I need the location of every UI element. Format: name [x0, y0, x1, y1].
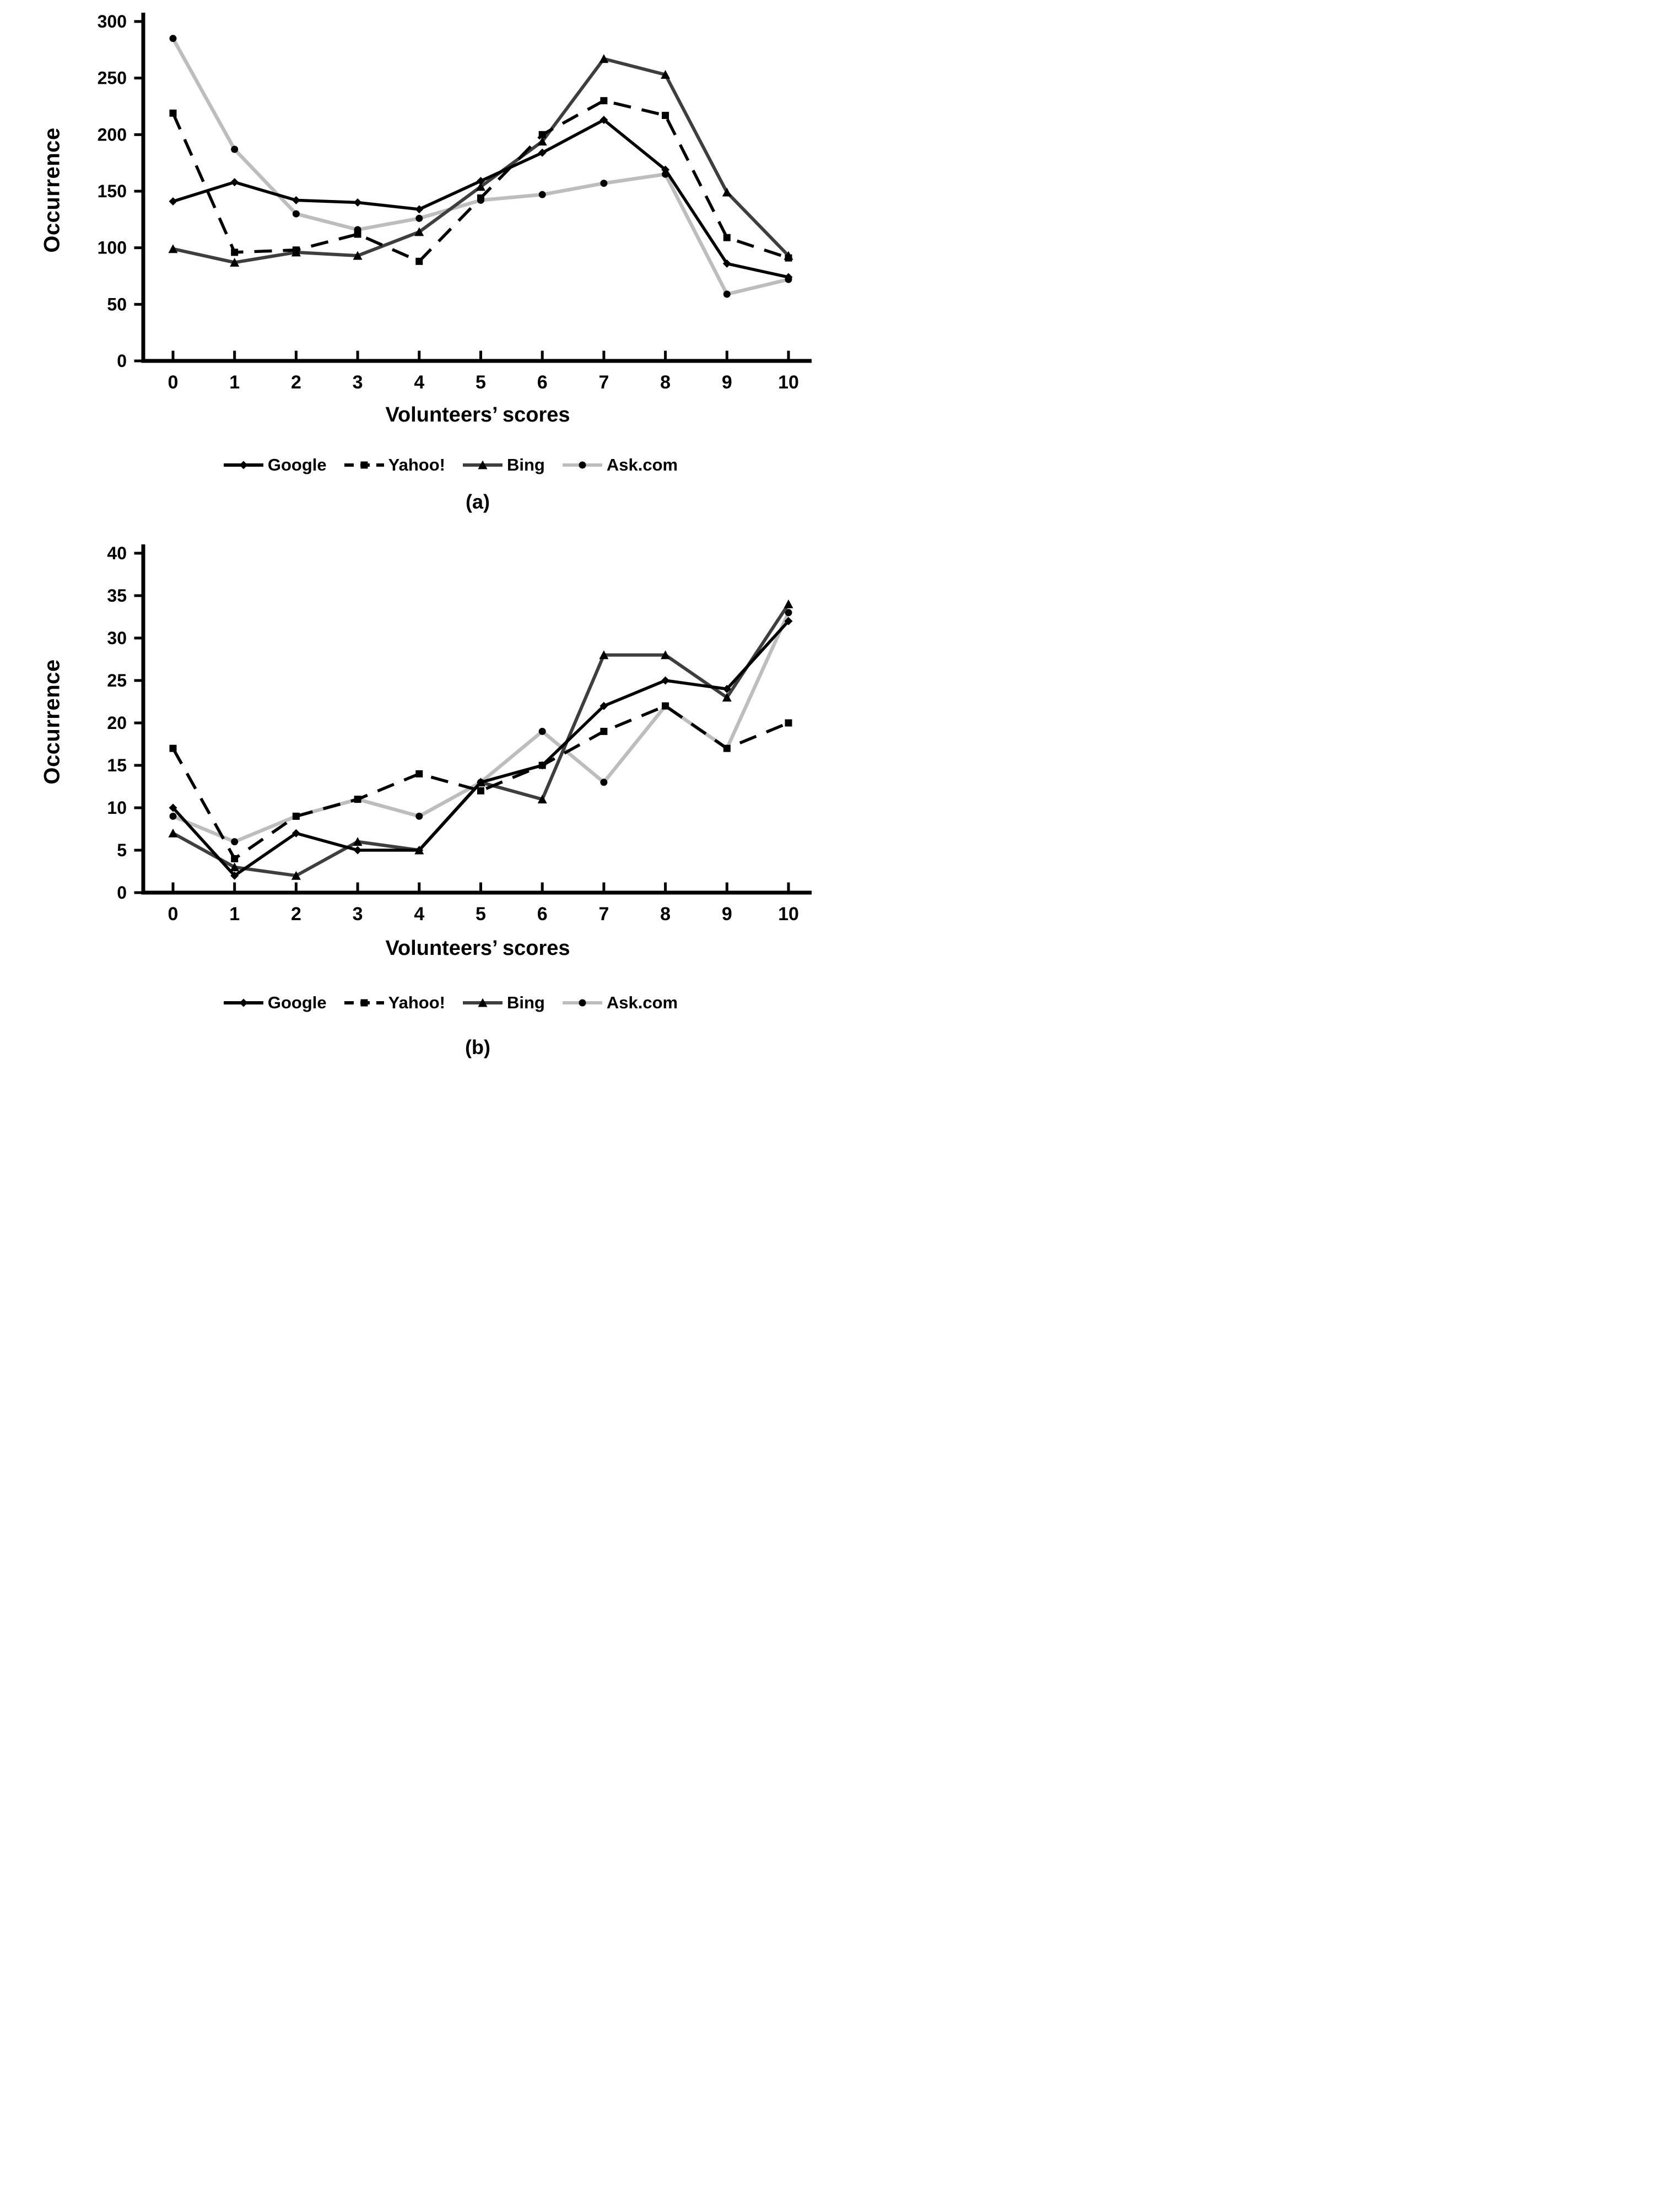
y-tick: [134, 679, 142, 682]
square-marker: [415, 770, 423, 777]
legend-label-ask-com: Ask.com: [606, 455, 678, 474]
y-tick-label: 20: [107, 713, 127, 733]
diamond-marker: [354, 198, 362, 207]
y-tick: [134, 807, 142, 809]
x-tick-label: 5: [476, 904, 486, 925]
x-tick-label: 8: [660, 372, 671, 393]
legend-sample-ask-com: [561, 458, 603, 472]
y-axis-title-a: Occurrence: [40, 127, 64, 253]
y-tick: [134, 360, 142, 363]
legend-label-google: Google: [267, 455, 327, 474]
y-tick: [134, 552, 142, 555]
legend-sample-bing: [462, 458, 504, 472]
x-tick-label: 1: [229, 372, 240, 393]
circle-marker: [579, 1000, 586, 1007]
legend-label-yahoo: Yahoo!: [388, 455, 445, 474]
y-tick-label: 5: [117, 840, 127, 860]
legend-sample-google: [223, 996, 264, 1010]
circle-marker: [415, 813, 423, 820]
square-marker: [600, 97, 607, 104]
x-tick: [602, 883, 605, 891]
x-tick: [356, 883, 359, 891]
legend-item-yahoo: [343, 993, 445, 1013]
x-tick: [541, 351, 544, 359]
y-tick-label: 100: [97, 237, 127, 258]
legend-sample-google: [223, 458, 264, 472]
x-axis-title-a: Volunteers’ scores: [385, 403, 570, 426]
x-tick: [479, 883, 482, 891]
square-marker: [785, 255, 792, 262]
x-tick-label: 2: [290, 372, 301, 393]
legend-item-bing: [462, 455, 545, 475]
y-tick-label: 0: [117, 351, 127, 371]
square-marker: [231, 249, 238, 256]
x-tick: [295, 883, 298, 891]
legend-label-ask-com: Ask.com: [606, 993, 678, 1012]
x-tick-label: 5: [476, 372, 486, 393]
circle-marker: [293, 210, 300, 218]
x-tick-label: 7: [598, 904, 609, 925]
y-tick-label: 50: [107, 294, 127, 315]
legend-label-yahoo: Yahoo!: [388, 993, 445, 1012]
x-tick: [726, 351, 728, 359]
y-tick-label: 0: [117, 883, 127, 903]
x-tick: [172, 883, 175, 891]
y-tick: [134, 637, 142, 640]
y-tick: [134, 849, 142, 852]
legend-item-bing: [462, 993, 545, 1013]
x-tick: [787, 351, 790, 359]
x-tick-label: 10: [778, 904, 799, 925]
x-tick-label: 3: [352, 904, 363, 925]
legend-item-google: [223, 455, 327, 475]
y-tick-label: 10: [107, 798, 127, 818]
x-axis: [142, 891, 812, 895]
legend-sample-ask-com: [561, 996, 603, 1010]
legend-label-bing: Bing: [507, 993, 545, 1012]
x-tick: [172, 351, 175, 359]
caption-a: (a): [466, 490, 490, 513]
legend-item-yahoo: [343, 455, 445, 475]
legend-a: [88, 455, 812, 475]
y-tick: [134, 764, 142, 767]
circle-marker: [539, 728, 546, 735]
x-tick: [356, 351, 359, 359]
diamond-marker: [239, 999, 247, 1007]
square-marker: [293, 246, 300, 253]
x-tick-label: 3: [352, 372, 363, 393]
diamond-marker: [239, 461, 247, 469]
y-tick: [134, 303, 142, 306]
square-marker: [785, 720, 792, 727]
x-tick: [664, 351, 667, 359]
x-tick: [726, 883, 728, 891]
triangle-marker: [169, 829, 178, 838]
square-marker: [539, 131, 546, 138]
x-tick: [479, 351, 482, 359]
series-line-bing: [173, 604, 788, 876]
x-axis-title-b: Volunteers’ scores: [385, 937, 570, 960]
legend-item-google: [223, 993, 327, 1013]
figure: [0, 0, 840, 1102]
x-tick-label: 8: [660, 904, 671, 925]
y-tick: [134, 20, 142, 23]
y-axis: [142, 544, 145, 895]
y-tick: [134, 190, 142, 193]
square-marker: [723, 745, 731, 752]
legend-item-ask-com: [561, 993, 678, 1013]
y-tick-label: 25: [107, 671, 127, 690]
diamond-marker: [354, 846, 362, 855]
x-tick-label: 9: [721, 904, 732, 925]
triangle-marker: [784, 599, 793, 608]
y-axis: [142, 13, 145, 363]
y-tick-label: 200: [97, 125, 127, 145]
square-marker: [354, 796, 361, 803]
x-tick-label: 0: [168, 904, 179, 925]
x-tick-label: 0: [168, 372, 179, 393]
circle-marker: [600, 180, 607, 187]
y-tick-label: 35: [107, 586, 127, 606]
x-tick-label: 6: [537, 372, 548, 393]
x-tick-label: 9: [721, 372, 732, 393]
caption-b: (b): [465, 1036, 490, 1058]
y-tick-label: 40: [107, 543, 127, 563]
plot-area-a: [33, 6, 838, 397]
x-tick: [541, 883, 544, 891]
square-marker: [415, 258, 423, 265]
diamond-marker: [661, 677, 669, 685]
square-marker: [170, 745, 177, 752]
y-tick: [134, 595, 142, 597]
legend-sample-yahoo: [343, 458, 385, 472]
y-tick: [134, 722, 142, 725]
legend-item-ask-com: [561, 455, 678, 475]
x-tick-label: 4: [414, 372, 425, 393]
y-tick-label: 150: [97, 181, 127, 201]
y-tick: [134, 892, 142, 894]
x-tick: [295, 351, 298, 359]
series-line-google: [173, 621, 788, 876]
x-tick: [418, 351, 420, 359]
x-tick: [787, 883, 790, 891]
circle-marker: [723, 290, 731, 298]
circle-marker: [231, 146, 238, 153]
x-axis: [142, 359, 812, 363]
x-tick: [418, 883, 420, 891]
x-tick-label: 2: [290, 904, 301, 925]
square-marker: [354, 231, 361, 238]
y-tick: [134, 133, 142, 136]
square-marker: [360, 462, 368, 469]
x-tick-label: 4: [414, 904, 425, 925]
y-tick-label: 250: [97, 68, 127, 88]
x-tick-label: 6: [537, 904, 548, 925]
square-marker: [723, 234, 731, 241]
x-tick-label: 7: [598, 372, 609, 393]
legend-b: [88, 993, 812, 1013]
legend-label-bing: Bing: [507, 455, 545, 474]
square-marker: [170, 110, 177, 117]
y-axis-title-b: Occurrence: [40, 659, 64, 785]
y-tick-label: 30: [107, 628, 127, 648]
x-tick-label: 10: [778, 372, 799, 393]
diamond-marker: [230, 178, 239, 186]
circle-marker: [231, 838, 238, 845]
x-tick-label: 1: [229, 904, 240, 925]
circle-marker: [579, 462, 586, 469]
circle-marker: [170, 813, 177, 820]
legend-label-google: Google: [267, 993, 327, 1012]
square-marker: [293, 813, 300, 820]
y-tick-label: 15: [107, 755, 127, 775]
square-marker: [360, 1000, 368, 1007]
circle-marker: [539, 191, 546, 198]
x-tick: [602, 351, 605, 359]
x-tick: [233, 883, 236, 891]
y-tick: [134, 77, 142, 79]
circle-marker: [415, 215, 423, 222]
circle-marker: [170, 35, 177, 42]
x-tick: [233, 351, 236, 359]
plot-area-b: [33, 537, 838, 928]
diamond-marker: [292, 196, 300, 204]
y-tick: [134, 246, 142, 249]
circle-marker: [600, 779, 607, 786]
diamond-marker: [169, 197, 177, 206]
square-marker: [600, 728, 607, 735]
legend-sample-yahoo: [343, 996, 385, 1010]
square-marker: [477, 787, 484, 795]
square-marker: [477, 195, 484, 202]
square-marker: [662, 112, 669, 119]
y-tick-label: 300: [97, 12, 127, 31]
legend-sample-bing: [462, 996, 504, 1010]
square-marker: [662, 703, 669, 710]
square-marker: [231, 855, 238, 862]
x-tick: [664, 883, 667, 891]
